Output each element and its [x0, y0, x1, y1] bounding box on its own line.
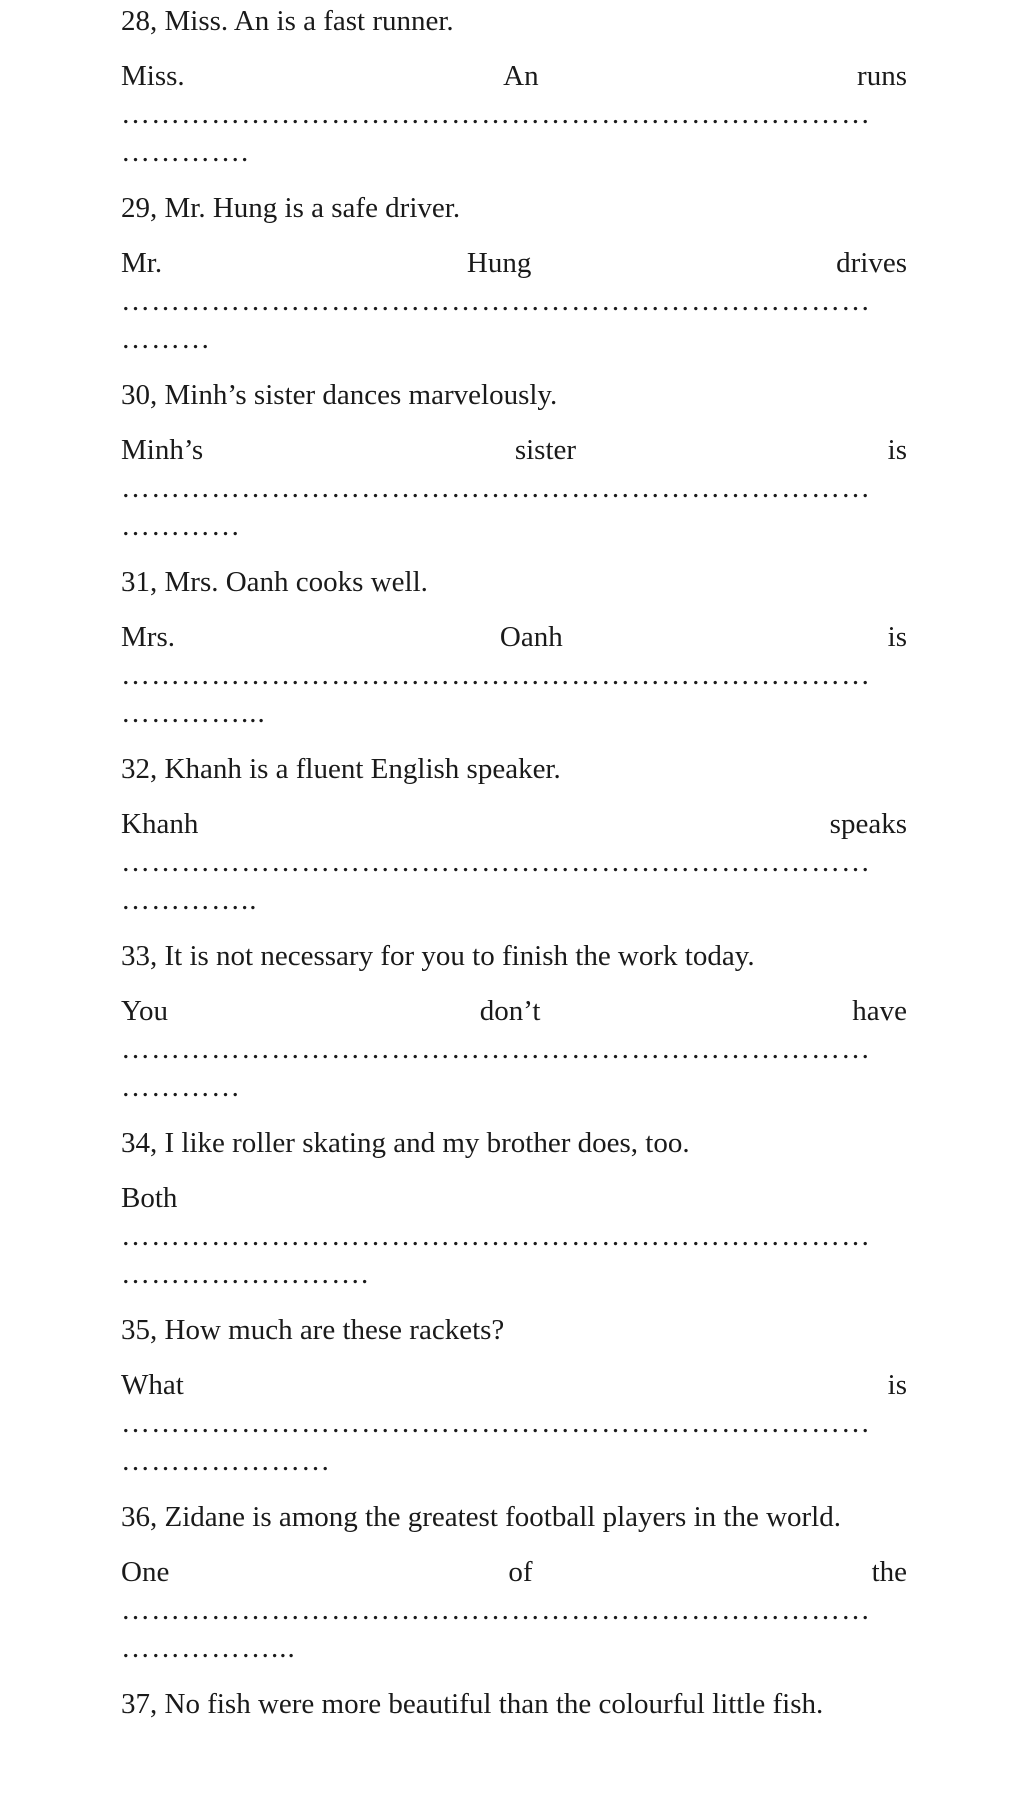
- exercise-32: [121, 750, 907, 919]
- question-text: 28, Miss. An is a fast runner.: [121, 5, 454, 37]
- exercise-36: [121, 1498, 907, 1667]
- starter-word: drives: [836, 247, 907, 279]
- sentence-starter: [121, 57, 907, 95]
- worksheet: [121, 0, 907, 1740]
- starter-word: Oanh: [499, 621, 563, 653]
- starter-word: Mrs.: [121, 621, 175, 653]
- starter-word: of: [508, 1556, 533, 1588]
- answer-blank[interactable]: …………………………………………………………………: [121, 1033, 871, 1065]
- answer-blank-continued[interactable]: …………: [121, 510, 241, 542]
- answer-blank[interactable]: …………………………………………………………………: [121, 472, 871, 504]
- question-text: 29, Mr. Hung is a safe driver.: [121, 192, 461, 224]
- starter-word: An: [503, 60, 539, 92]
- starter-word: is: [887, 434, 907, 466]
- exercise-34: [121, 1124, 907, 1293]
- sentence-starter: [121, 244, 907, 282]
- answer-blank-continued[interactable]: …………………….: [121, 1258, 370, 1290]
- starter-word: runs: [857, 60, 907, 92]
- starter-word: What: [121, 1369, 184, 1401]
- starter-word: Hung: [466, 247, 532, 279]
- answer-blank-continued[interactable]: ………….: [121, 136, 250, 168]
- answer-blank[interactable]: …………………………………………………………………: [121, 1594, 871, 1626]
- exercise-35: [121, 1311, 907, 1480]
- answer-blank-continued[interactable]: ……………...: [121, 1632, 296, 1664]
- starter-word: Miss.: [121, 60, 185, 92]
- sentence-starter: [121, 431, 907, 469]
- sentence-starter: [121, 805, 907, 843]
- starter-word: You: [121, 995, 169, 1027]
- answer-blank[interactable]: …………………………………………………………………: [121, 1407, 871, 1439]
- sentence-starter: [121, 1553, 907, 1591]
- starter-word: speaks: [829, 808, 907, 840]
- sentence-starter: [121, 1366, 907, 1404]
- starter-word: sister: [514, 434, 577, 466]
- starter-word: One: [121, 1556, 170, 1588]
- starter-word: the: [871, 1556, 907, 1588]
- answer-blank[interactable]: …………………………………………………………………: [121, 1220, 871, 1252]
- question-text: 34, I like roller skating and my brother does, too.: [121, 1127, 690, 1159]
- question-text: 31, Mrs. Oanh cooks well.: [121, 566, 428, 598]
- exercise-37: [121, 1685, 907, 1723]
- question-text: 37, No fish were more beautiful than the colourful little fish.: [121, 1688, 824, 1720]
- answer-blank-continued[interactable]: …………………: [121, 1445, 331, 1477]
- exercise-29: [121, 189, 907, 358]
- answer-blank-continued[interactable]: …………: [121, 1071, 241, 1103]
- starter-word: Minh’s: [121, 434, 204, 466]
- exercise-31: [121, 563, 907, 732]
- starter-word: Both: [121, 1182, 178, 1214]
- question-text: 35, How much are these rackets?: [121, 1314, 505, 1346]
- answer-blank[interactable]: …………………………………………………………………: [121, 659, 871, 691]
- starter-word: Khanh: [121, 808, 199, 840]
- exercise-33: [121, 937, 907, 1106]
- sentence-starter: [121, 1179, 907, 1217]
- answer-blank-continued[interactable]: ………: [121, 323, 211, 355]
- starter-word: is: [887, 1369, 907, 1401]
- question-text: 33, It is not necessary for you to finish the work today.: [121, 940, 755, 972]
- question-text: 30, Minh’s sister dances marvelously.: [121, 379, 558, 411]
- answer-blank-continued[interactable]: …………..: [121, 884, 258, 916]
- answer-blank[interactable]: …………………………………………………………………: [121, 846, 871, 878]
- question-text: 32, Khanh is a fluent English speaker.: [121, 753, 561, 785]
- answer-blank[interactable]: …………………………………………………………………: [121, 98, 871, 130]
- starter-word: have: [852, 995, 907, 1027]
- sentence-starter: [121, 618, 907, 656]
- starter-word: Mr.: [121, 247, 163, 279]
- exercise-30: [121, 376, 907, 545]
- sentence-starter: [121, 992, 907, 1030]
- exercise-28: [121, 2, 907, 171]
- answer-blank[interactable]: …………………………………………………………………: [121, 285, 871, 317]
- starter-word: don’t: [479, 995, 541, 1027]
- question-text: 36, Zidane is among the greatest football players in the world.: [121, 1501, 841, 1533]
- starter-word: is: [887, 621, 907, 653]
- answer-blank-continued[interactable]: …………...: [121, 697, 266, 729]
